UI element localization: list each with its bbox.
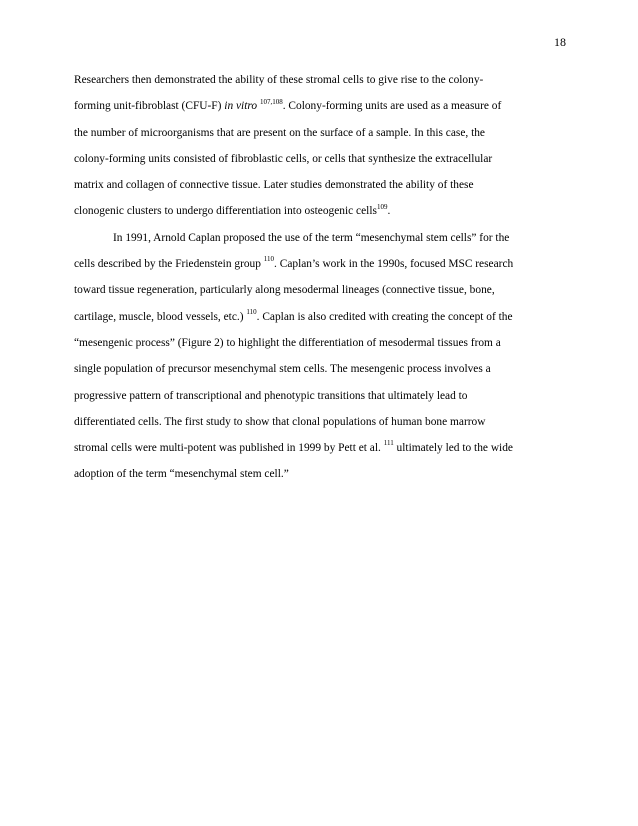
citation-superscript: 111 [383,439,394,448]
paragraph-1-line-5 [74,172,568,198]
paragraph-1-line-3 [74,120,568,146]
body-text [74,67,568,488]
text-run: cartilage, muscle, blood vessels, etc.) [74,310,247,323]
text-run: “mesengenic process” (Figure 2) to highlight the differentiation of mesodermal tissues from a [74,336,501,349]
paragraph-2-line-7 [74,383,568,409]
italic-term: in vitro [224,100,258,113]
text-run: ultimately led to the wide [393,442,513,455]
paragraph-2-line-1 [74,225,568,251]
paragraph-1-line-2 [74,93,568,119]
citation-superscript: 110 [263,255,275,264]
text-run: matrix and collagen of connective tissue. Later studies demonstrated the ability of these [74,179,474,192]
paragraph-1-line-6 [74,198,568,224]
citation-superscript: 109 [376,202,388,211]
text-run: stromal cells were multi-potent was published in 1999 by Pett et al. [74,442,384,455]
text-run: colony-forming units consisted of fibroblastic cells, or cells that synthesize the extracellular [74,152,493,165]
text-run: Researchers then demonstrated the ability of these stromal cells to give rise to the colony- [74,74,484,86]
text-run: forming unit-fibroblast (CFU-F) [74,100,225,113]
paragraph-1-line-4 [74,146,568,172]
text-run: In 1991, Arnold Caplan proposed the use of the term “mesenchymal stem cells” for the [113,231,510,244]
text-run: progressive pattern of transcriptional and phenotypic transitions that ultimately lead to [74,389,468,402]
text-run: . [387,205,391,218]
paragraph-2-line-2 [74,251,568,277]
text-run: the number of microorganisms that are present on the surface of a sample. In this case, the [74,126,485,139]
paragraph-1-line-1 [74,67,568,93]
text-run: . Caplan is also credited with creating the concept of the [256,310,513,323]
text-run: . Colony-forming units are used as a measure of [282,100,502,113]
text-run: clonogenic clusters to undergo differentiation into osteogenic cells [74,205,377,218]
text-run: . Caplan’s work in the 1990s, focused MSC research [274,258,514,271]
text-run: adoption of the term “mesenchymal stem cell.” [74,468,289,481]
citation-superscript: 110 [246,307,257,316]
citation-superscript: 107,108 [259,97,283,106]
paragraph-2-line-10 [74,461,568,487]
paragraph-2-line-6 [74,356,568,382]
text-run: toward tissue regeneration, particularly along mesodermal lineages (connective tissue, bone, [74,284,495,297]
paragraph-2-line-5 [74,330,568,356]
paragraph-2-line-3 [74,277,568,303]
text-run: single population of precursor mesenchymal stem cells. The mesengenic process involves a [74,363,491,376]
paragraph-2-line-4 [74,304,568,330]
paragraph-2-line-9 [74,435,568,461]
text-run: cells described by the Friedenstein group [74,258,264,271]
text-run: differentiated cells. The first study to show that clonal populations of human bone marrow [74,415,486,428]
page-number: 18 [554,35,566,49]
paragraph-2-line-8 [74,409,568,435]
